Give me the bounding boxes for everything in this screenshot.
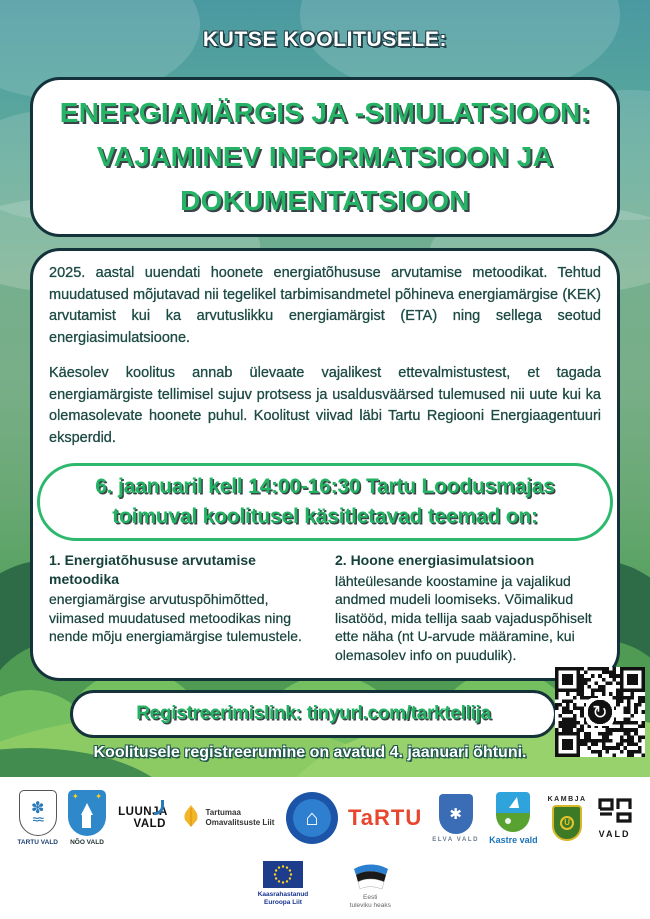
sail-icon [509,797,519,808]
topic-2 [335,551,601,664]
intro-paragraph-1: 2025. aastal uuendati hoonete energiatõhususe arvutamise metoodikat. Tehtud muudatused mõjutavad nii tegelikel tarbimisandmetel põhineva energiamärgise (KEK) arvutamist kui ka arvutuslikku energiamärgist (ETA) ning sellega seotud energiasimulatsioone. [49,265,601,346]
logo-label: TARTU VALD [17,839,58,846]
logo-tartu-linn [348,805,422,831]
topic-2-body: lähteülesande koostamine ja vajalikud andmed mudeli loomiseks. Võimalikud lisatööd, mida tellija saab vajaduspõhiselt ette näha (nt U-arvude määramine, kui olemasolev info on puudulik). [335,572,592,663]
logo-luunja-vald [116,806,170,830]
schedule-banner [37,463,613,541]
logo-label: Tartumaa [205,808,241,817]
topic-1-body: energiamärgise arvutuspõhimõtted, viimased muudatused metoodikas ning nende mõju energiamärgise tulemustele. [49,591,302,644]
logo-label: VALD [133,818,166,830]
tartu-wordmark: TaRTU [347,805,423,830]
peipsiaare-glyph-icon [597,797,633,828]
logo-tartu-vald [17,790,58,846]
estonia-flag-icon [348,861,392,891]
registration-link[interactable] [70,690,557,738]
logo-peipsiaare-vald [597,797,633,839]
topics-columns [49,551,601,664]
topic-1 [49,551,315,664]
partner-logos-strip [0,777,650,919]
topic-2-heading: 2. Hoone energiasimulatsioon [335,552,535,568]
logo-label: ELVA VALD [432,836,480,843]
title-card [30,77,620,237]
logos-row [0,777,650,855]
intro-paragraph-2: Käesolev koolitus annab ülevaate vajalikest ettevalmistustest, et tagada energiamärgiste tellimisel sujuv protsess ja usaldusväärsed tulemused nii uute kui ka olemasolevate hoonete puhul. Koolitust viivad läbi Tartu Regiooni Energiaagentuuri eksperdid. [49,365,601,446]
svg-text:↻: ↻ [592,702,608,724]
logo-tartumaa-omavalitsuste-liit [180,804,276,833]
logo-label-group [206,808,275,828]
logo-label: VALD [598,829,631,839]
leaf-icon [182,804,200,833]
star-icon: ✦ [71,792,79,801]
logo-kastre-vald [489,792,538,845]
elva-vald-crest-icon [439,794,473,834]
noo-vald-crest-icon [68,790,106,836]
kambja-vald-crest-icon [552,805,582,841]
eu-flag-icon [263,861,303,888]
logo-label: NÕO VALD [70,839,104,846]
estonia-funding-label: Eesti [363,894,378,901]
logo-elva-vald [432,794,479,843]
title-line: ENERGIAMÄRGIS JA -SIMULATSIOON: [59,97,591,128]
logo-label: LUUNJA [118,806,168,818]
content-card [30,248,620,681]
tartu-vald-crest-icon [19,790,57,836]
kastre-vald-crest-icon [496,792,530,832]
house-icon: ⌂ [305,805,319,830]
schedule-line: toimuval koolitusel käsitletavad teemad on: [112,505,538,528]
cornflower-icon: ✽ [31,800,45,817]
registration-deadline: Koolitusele registreerumine on avatud 4. jaanuari õhtuni. [93,744,527,761]
funding-row [0,861,650,910]
logo-tartu-regiooni-energiaagentuur [286,792,338,844]
schedule-line: 6. jaanuaril kell 14:00-16:30 Tartu Loodusmajas [95,475,555,498]
logo-label: Kastre vald [489,834,538,845]
ornament-icon: ✱ [449,805,462,823]
invite-heading: KUTSE KOOLITUSELE: [202,28,448,51]
estonia-funding-label: tuleviku heaks [349,902,391,909]
church-tower-icon [82,815,91,828]
eu-funding-label: Kaasrahastanud [257,891,309,898]
waves-icon: ≈≈ [32,814,43,826]
estonia-flag-logo [348,861,392,910]
logo-label: KAMBJA [547,795,587,803]
energy-agency-ring-icon [286,792,338,844]
logo-kambja-vald [548,796,587,841]
topic-1-heading: 1. Energiatõhususe arvutamise metoodika [49,552,256,587]
ring-charge-icon: U [560,816,574,830]
logo-label: Omavalitsuste Liit [205,818,275,827]
logo-noo-vald [68,790,106,846]
church-spire-icon [81,803,93,815]
eu-cofunded-logo [258,861,309,907]
eu-funding-label: Euroopa Liit [264,899,302,906]
title-line: VAJAMINEV INFORMATSIOON JA [96,141,554,172]
title-line: DOKUMENTATSIOON [180,185,470,216]
registration-link-label: Registreerimislink: tinyurl.com/tarktellija [136,703,491,724]
star-icon: ✦ [95,792,102,801]
energy-agency-inner-icon [293,799,331,837]
sprig-icon [505,818,511,824]
qr-code [555,667,645,757]
